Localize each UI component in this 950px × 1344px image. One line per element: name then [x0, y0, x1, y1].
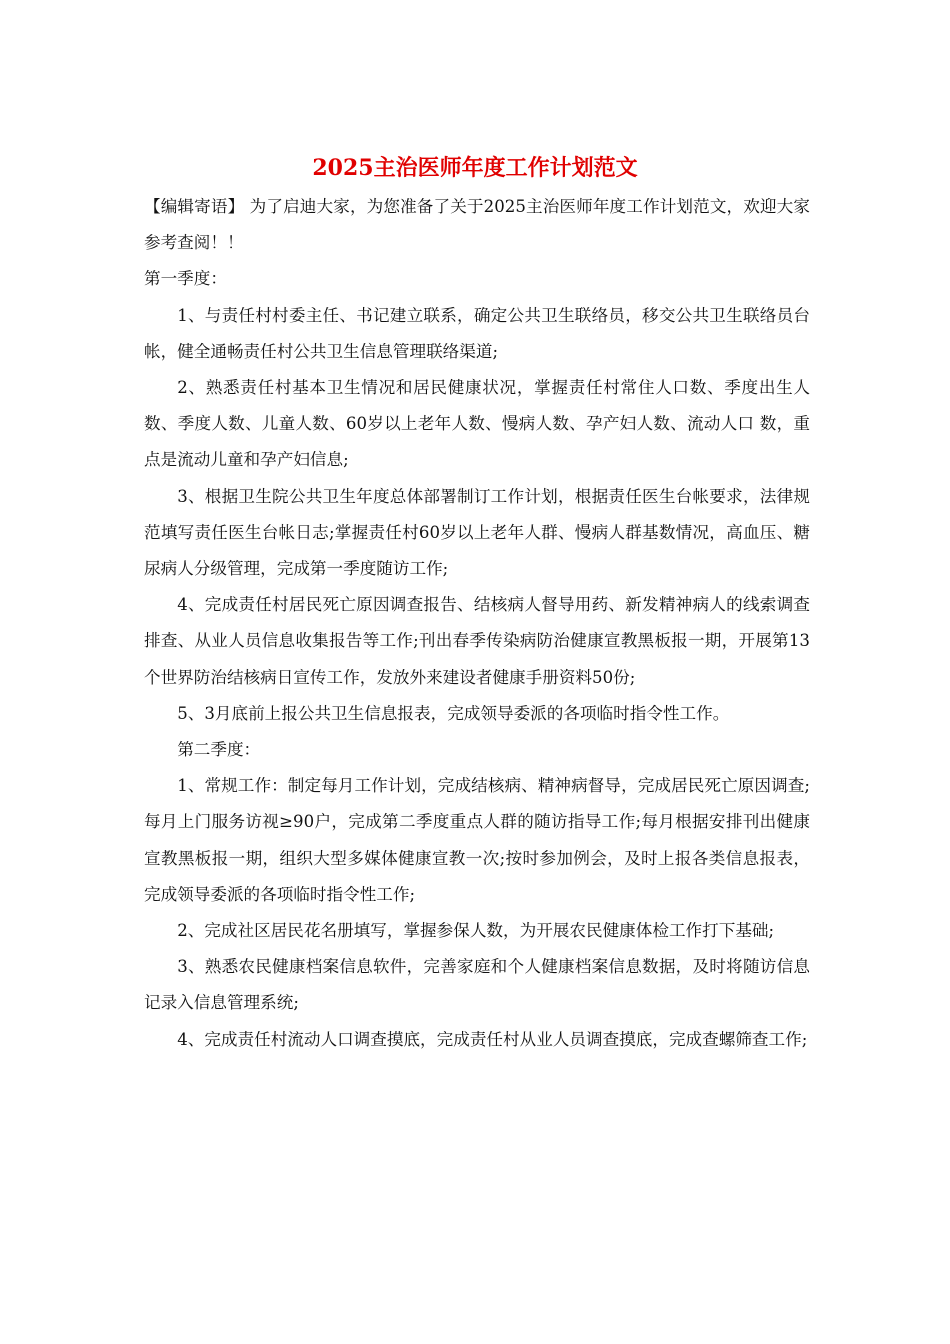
- paragraph-q1-item-1: 1、与责任村村委主任、书记建立联系，确定公共卫生联络员，移交公共卫生联络员台帐，健全通畅责任村公共卫生信息管理联络渠道;: [144, 305, 810, 361]
- document-title: 2025主治医师年度工作计划范文: [312, 155, 638, 181]
- paragraph-q2-item-2: 2、完成社区居民花名册填写，掌握参保人数，为开展农民健康体检工作打下基础;: [177, 921, 775, 941]
- paragraph-q1-item-5: 5、3月底前上报公共卫生信息报表，完成领导委派的各项临时指令性工作。: [177, 703, 730, 723]
- paragraph-q1-item-3: 3、根据卫生院公共卫生年度总体部署制订工作计划，根据责任医生台帐要求，法律规范填写责任医生台帐日志;掌握责任村60岁以上老年人群、慢病人群基数情况，高血压、糖尿病人分级管理，完成第一季度随访工作;: [144, 486, 810, 579]
- paragraph-q1-item-4: 4、完成责任村居民死亡原因调查报告、结核病人督导用药、新发精神病人的线索调查排查、从业人员信息收集报告等工作;刊出春季传染病防治健康宣教黑板报一期，开展第13个世界防治结核病日宣传工作，发放外来建设者健康手册资料50份;: [144, 595, 810, 687]
- section-heading-q2: 第二季度：: [177, 740, 261, 760]
- paragraph-q2-item-4: 4、完成责任村流动人口调查摸底，完成责任村从业人员调查摸底，完成查螺筛查工作;: [177, 1029, 808, 1049]
- document-body: [144, 189, 810, 1058]
- paragraph-q2-item-1: 1、常规工作：制定每月工作计划，完成结核病、精神病督导，完成居民死亡原因调查;每月上门服务访视≥90户，完成第二季度重点人群的随访指导工作;每月根据安排刊出健康宣教黑板报一期，组织大型多媒体健康宣教一次;按时参加例会，及时上报各类信息报表，完成领导委派的各项临时指令性工作;: [144, 776, 810, 904]
- paragraph-q1-item-2: 2、熟悉责任村基本卫生情况和居民健康状况，掌握责任村常住人口数、季度出生人数、季度人数、儿童人数、60岁以上老年人数、慢病人数、孕产妇人数、流动人口 数，重点是流动儿童和孕产妇信息;: [144, 378, 810, 470]
- paragraph-q2-item-3: 3、熟悉农民健康档案信息软件，完善家庭和个人健康档案信息数据，及时将随访信息记录入信息管理系统;: [144, 957, 810, 1013]
- section-heading-q1: 第一季度：: [144, 269, 227, 289]
- editor-note-paragraph: 【编辑寄语】 为了启迪大家，为您准备了关于2025主治医师年度工作计划范文，欢迎大家参考查阅！！: [144, 197, 810, 253]
